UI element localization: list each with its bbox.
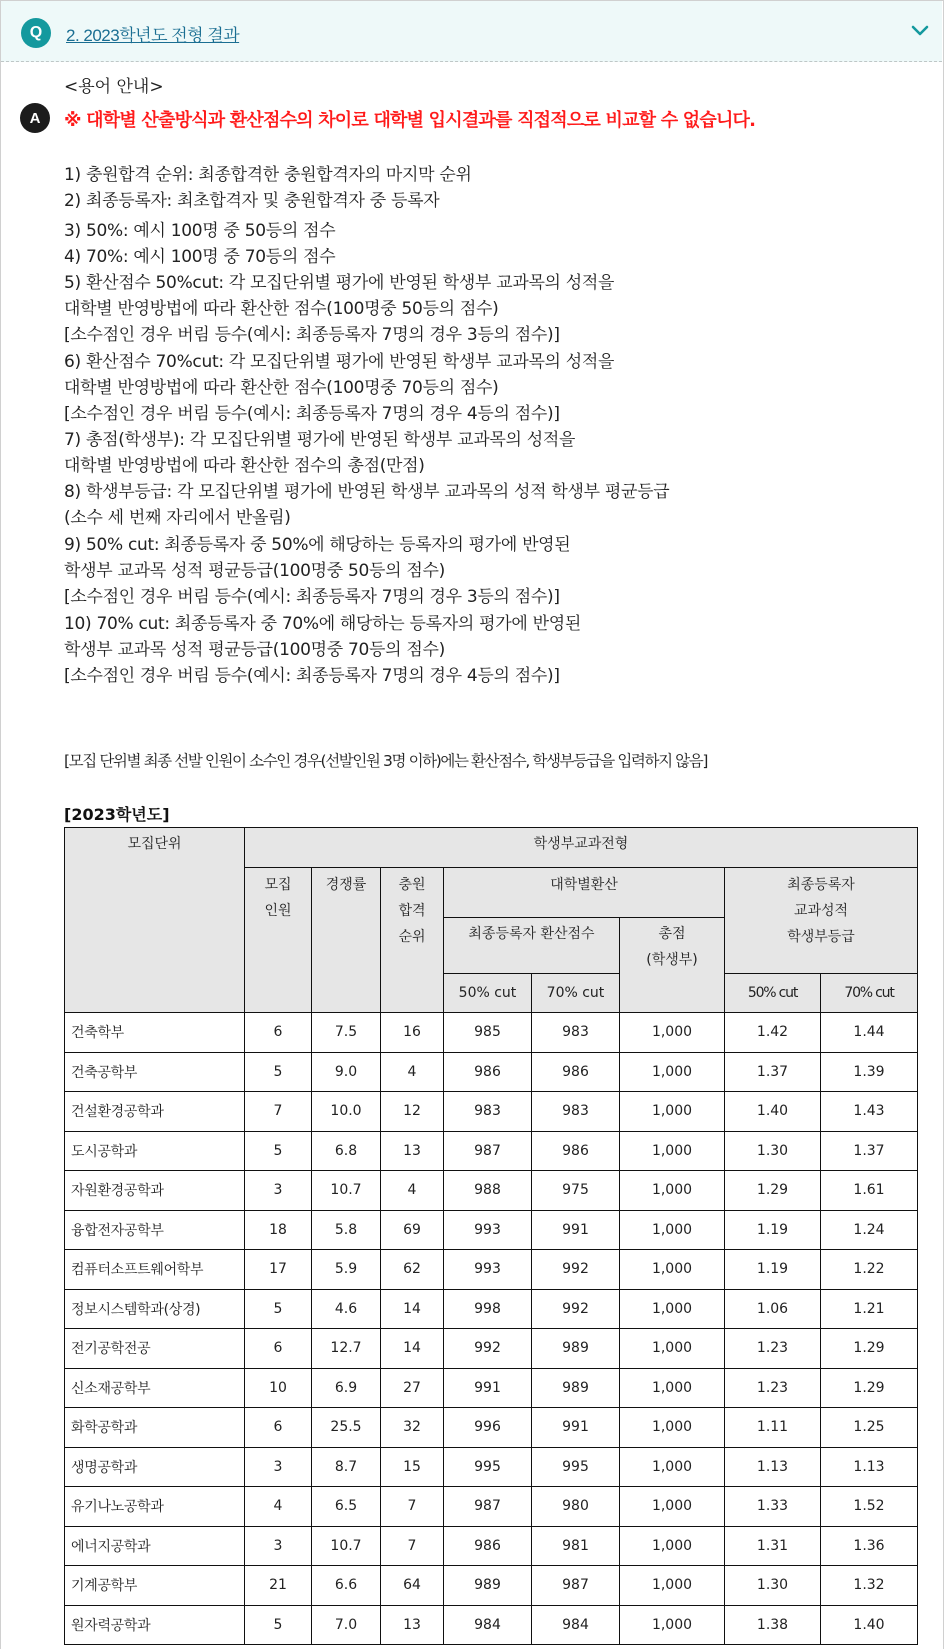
waitlist-rank-cell: 62 [381, 1250, 444, 1290]
grade-cut50-cell: 1.23 [725, 1368, 821, 1408]
definition-line: 대학별 반영방법에 따라 환산한 점수의 총점(만점) [64, 456, 425, 476]
quota-cell: 7 [245, 1092, 312, 1132]
quota-cell: 17 [245, 1250, 312, 1290]
quota-cell: 6 [245, 1408, 312, 1448]
unit-name: 건축공학부 [65, 1052, 245, 1092]
score-cut50-cell: 986 [444, 1526, 532, 1566]
definition-line: 8) 학생부등급: 각 모집단위별 평가에 반영된 학생부 교과목의 성적 학생부 평균등급 [64, 482, 670, 502]
definition-line: 4) 70%: 예시 100명 중 70등의 점수 [64, 247, 336, 267]
waitlist-rank-cell: 15 [381, 1447, 444, 1487]
score-cut50-cell: 993 [444, 1250, 532, 1290]
grade-cut70-cell: 1.13 [821, 1447, 918, 1487]
definition-line: 대학별 반영방법에 따라 환산한 점수(100명중 50등의 점수) [64, 299, 499, 319]
ratio-cell: 7.0 [312, 1605, 381, 1645]
definition-line: 1) 충원합격 순위: 최종합격한 충원합격자의 마지막 순위 [64, 165, 472, 185]
grade-cut70-cell: 1.36 [821, 1526, 918, 1566]
header-final-grade: 최종등록자 교과성적 학생부등급 [725, 868, 918, 974]
grade-cut50-cell: 1.06 [725, 1289, 821, 1329]
grade-cut70-cell: 1.44 [821, 1013, 918, 1053]
definition-line: 학생부 교과목 성적 평균등급(100명중 70등의 점수) [64, 640, 445, 660]
grade-cut70-cell: 1.29 [821, 1368, 918, 1408]
table-row [65, 1408, 918, 1448]
waitlist-rank-cell: 4 [381, 1171, 444, 1211]
waitlist-rank-cell: 27 [381, 1368, 444, 1408]
header-track: 학생부교과전형 [245, 828, 918, 868]
quota-cell: 3 [245, 1171, 312, 1211]
definition-line: 7) 총점(학생부): 각 모집단위별 평가에 반영된 학생부 교과목의 성적을 [64, 430, 576, 450]
grade-cut50-cell: 1.30 [725, 1131, 821, 1171]
unit-name: 자원환경공학과 [65, 1171, 245, 1211]
quota-cell: 21 [245, 1566, 312, 1606]
score-cut70-cell: 995 [532, 1447, 620, 1487]
unit-name: 유기나노공학과 [65, 1487, 245, 1527]
ratio-cell: 6.9 [312, 1368, 381, 1408]
score-cut50-cell: 989 [444, 1566, 532, 1606]
score-cut50-cell: 987 [444, 1131, 532, 1171]
score-cut50-cell: 998 [444, 1289, 532, 1329]
definition-line: 2) 최종등록자: 최초합격자 및 충원합격자 중 등록자 [64, 191, 440, 211]
score-cut50-cell: 983 [444, 1092, 532, 1132]
definition-line: 9) 50% cut: 최종등록자 중 50%에 해당하는 등록자의 평가에 반영된 [64, 535, 571, 555]
grade-cut70-cell: 1.61 [821, 1171, 918, 1211]
table-row [65, 1052, 918, 1092]
header-univ-conversion: 대학별환산 [444, 868, 725, 918]
waitlist-rank-cell: 7 [381, 1487, 444, 1527]
header-total: 총점 (학생부) [620, 918, 725, 1013]
total-score-cell: 1,000 [620, 1368, 725, 1408]
quota-cell: 6 [245, 1329, 312, 1369]
table-row [65, 1289, 918, 1329]
total-score-cell: 1,000 [620, 1447, 725, 1487]
grade-cut70-cell: 1.37 [821, 1131, 918, 1171]
faq-question-header[interactable] [1, 1, 942, 62]
table-row [65, 1131, 918, 1171]
grade-cut50-cell: 1.38 [725, 1605, 821, 1645]
quota-cell: 6 [245, 1013, 312, 1053]
score-cut50-cell: 991 [444, 1368, 532, 1408]
definition-line: 3) 50%: 예시 100명 중 50등의 점수 [64, 221, 336, 241]
header-waitlist-rank: 충원 합격 순위 [381, 868, 444, 1013]
total-score-cell: 1,000 [620, 1566, 725, 1606]
unit-name: 도시공학과 [65, 1131, 245, 1171]
grade-cut50-cell: 1.37 [725, 1052, 821, 1092]
grade-cut50-cell: 1.13 [725, 1447, 821, 1487]
quota-cell: 4 [245, 1487, 312, 1527]
table-row [65, 1447, 918, 1487]
table-row [65, 1250, 918, 1290]
unit-name: 원자력공학과 [65, 1605, 245, 1645]
total-score-cell: 1,000 [620, 1210, 725, 1250]
score-cut50-cell: 988 [444, 1171, 532, 1211]
terms-guide-title: <용어 안내> [64, 77, 164, 97]
table-row [65, 1605, 918, 1645]
total-score-cell: 1,000 [620, 1131, 725, 1171]
score-cut50-cell: 992 [444, 1329, 532, 1369]
grade-cut70-cell: 1.21 [821, 1289, 918, 1329]
total-score-cell: 1,000 [620, 1092, 725, 1132]
definition-line: 학생부 교과목 성적 평균등급(100명중 50등의 점수) [64, 561, 445, 581]
grade-cut70-cell: 1.43 [821, 1092, 918, 1132]
answer-badge: A [20, 103, 50, 133]
score-cut70-cell: 983 [532, 1092, 620, 1132]
header-ratio: 경쟁률 [312, 868, 381, 1013]
grade-cut70-cell: 1.29 [821, 1329, 918, 1369]
total-score-cell: 1,000 [620, 1052, 725, 1092]
score-cut50-cell: 984 [444, 1605, 532, 1645]
score-cut70-cell: 981 [532, 1526, 620, 1566]
question-title-link[interactable]: 2. 2023학년도 전형 결과 [66, 26, 240, 45]
definition-line: (소수 세 번째 자리에서 반올림) [64, 508, 291, 528]
waitlist-rank-cell: 14 [381, 1329, 444, 1369]
small-quota-note: [모집 단위별 최종 선발 인원이 소수인 경우(선발인원 3명 이하)에는 환산점수, 학생부등급을 입력하지 않음] [64, 752, 707, 770]
definition-line: 대학별 반영방법에 따라 환산한 점수(100명중 70등의 점수) [64, 378, 499, 398]
waitlist-rank-cell: 4 [381, 1052, 444, 1092]
ratio-cell: 9.0 [312, 1052, 381, 1092]
quota-cell: 5 [245, 1605, 312, 1645]
grade-cut50-cell: 1.19 [725, 1210, 821, 1250]
total-score-cell: 1,000 [620, 1250, 725, 1290]
header-final-conv-score: 최종등록자 환산점수 [444, 918, 620, 974]
waitlist-rank-cell: 13 [381, 1131, 444, 1171]
total-score-cell: 1,000 [620, 1526, 725, 1566]
waitlist-rank-cell: 16 [381, 1013, 444, 1053]
waitlist-rank-cell: 32 [381, 1408, 444, 1448]
header-score-cut70: 70% cut [532, 974, 620, 1013]
header-grade-cut70: 70% cut [821, 974, 918, 1013]
grade-cut70-cell: 1.40 [821, 1605, 918, 1645]
header-grade-cut50: 50% cut [725, 974, 821, 1013]
waitlist-rank-cell: 14 [381, 1289, 444, 1329]
unit-name: 융합전자공학부 [65, 1210, 245, 1250]
score-cut50-cell: 996 [444, 1408, 532, 1448]
score-cut50-cell: 986 [444, 1052, 532, 1092]
grade-cut70-cell: 1.52 [821, 1487, 918, 1527]
ratio-cell: 6.5 [312, 1487, 381, 1527]
total-score-cell: 1,000 [620, 1329, 725, 1369]
score-cut70-cell: 983 [532, 1013, 620, 1053]
table-row [65, 1210, 918, 1250]
question-badge: Q [21, 18, 51, 48]
ratio-cell: 12.7 [312, 1329, 381, 1369]
ratio-cell: 25.5 [312, 1408, 381, 1448]
table-row [65, 1013, 918, 1053]
score-cut50-cell: 993 [444, 1210, 532, 1250]
score-cut70-cell: 992 [532, 1250, 620, 1290]
ratio-cell: 5.8 [312, 1210, 381, 1250]
waitlist-rank-cell: 69 [381, 1210, 444, 1250]
definition-line: 6) 환산점수 70%cut: 각 모집단위별 평가에 반영된 학생부 교과목의 성적을 [64, 352, 615, 372]
score-cut50-cell: 995 [444, 1447, 532, 1487]
total-score-cell: 1,000 [620, 1289, 725, 1329]
score-cut50-cell: 985 [444, 1013, 532, 1053]
score-cut50-cell: 987 [444, 1487, 532, 1527]
score-cut70-cell: 986 [532, 1052, 620, 1092]
score-cut70-cell: 987 [532, 1566, 620, 1606]
ratio-cell: 8.7 [312, 1447, 381, 1487]
score-cut70-cell: 989 [532, 1329, 620, 1369]
table-row [65, 1092, 918, 1132]
waitlist-rank-cell: 7 [381, 1526, 444, 1566]
ratio-cell: 10.7 [312, 1526, 381, 1566]
grade-cut50-cell: 1.31 [725, 1526, 821, 1566]
quota-cell: 5 [245, 1052, 312, 1092]
grade-cut50-cell: 1.29 [725, 1171, 821, 1211]
unit-name: 컴퓨터소프트웨어학부 [65, 1250, 245, 1290]
waitlist-rank-cell: 64 [381, 1566, 444, 1606]
total-score-cell: 1,000 [620, 1487, 725, 1527]
ratio-cell: 5.9 [312, 1250, 381, 1290]
table-row [65, 1171, 918, 1211]
header-unit: 모집단위 [65, 828, 245, 1013]
grade-cut70-cell: 1.22 [821, 1250, 918, 1290]
ratio-cell: 7.5 [312, 1013, 381, 1053]
unit-name: 에너지공학과 [65, 1526, 245, 1566]
grade-cut70-cell: 1.24 [821, 1210, 918, 1250]
quota-cell: 10 [245, 1368, 312, 1408]
table-row [65, 1526, 918, 1566]
grade-cut70-cell: 1.25 [821, 1408, 918, 1448]
score-cut70-cell: 991 [532, 1210, 620, 1250]
grade-cut50-cell: 1.19 [725, 1250, 821, 1290]
ratio-cell: 6.6 [312, 1566, 381, 1606]
definition-line: [소수점인 경우 버림 등수(예시: 최종등록자 7명의 경우 4등의 점수)] [64, 404, 560, 424]
unit-name: 정보시스템학과(상경) [65, 1289, 245, 1329]
year-section-title: [2023학년도] [64, 805, 170, 824]
total-score-cell: 1,000 [620, 1408, 725, 1448]
ratio-cell: 6.8 [312, 1131, 381, 1171]
score-cut70-cell: 989 [532, 1368, 620, 1408]
total-score-cell: 1,000 [620, 1605, 725, 1645]
table-row [65, 1329, 918, 1369]
score-cut70-cell: 975 [532, 1171, 620, 1211]
waitlist-rank-cell: 12 [381, 1092, 444, 1132]
definition-line: 10) 70% cut: 최종등록자 중 70%에 해당하는 등록자의 평가에 반영된 [64, 614, 581, 634]
definition-line: [소수점인 경우 버림 등수(예시: 최종등록자 7명의 경우 3등의 점수)] [64, 325, 560, 345]
quota-cell: 18 [245, 1210, 312, 1250]
admission-results-table [64, 827, 918, 1645]
grade-cut70-cell: 1.32 [821, 1566, 918, 1606]
quota-cell: 3 [245, 1447, 312, 1487]
quota-cell: 5 [245, 1289, 312, 1329]
definition-line: [소수점인 경우 버림 등수(예시: 최종등록자 7명의 경우 4등의 점수)] [64, 666, 560, 686]
header-quota: 모집 인원 [245, 868, 312, 1013]
unit-name: 건설환경공학과 [65, 1092, 245, 1132]
header-score-cut50: 50% cut [444, 974, 532, 1013]
grade-cut50-cell: 1.23 [725, 1329, 821, 1369]
unit-name: 건축학부 [65, 1013, 245, 1053]
ratio-cell: 10.7 [312, 1171, 381, 1211]
grade-cut50-cell: 1.42 [725, 1013, 821, 1053]
waitlist-rank-cell: 13 [381, 1605, 444, 1645]
ratio-cell: 4.6 [312, 1289, 381, 1329]
unit-name: 기계공학부 [65, 1566, 245, 1606]
grade-cut50-cell: 1.30 [725, 1566, 821, 1606]
grade-cut50-cell: 1.33 [725, 1487, 821, 1527]
table-row [65, 1566, 918, 1606]
total-score-cell: 1,000 [620, 1013, 725, 1053]
comparison-warning: ※ 대학별 산출방식과 환산점수의 차이로 대학별 입시결과를 직접적으로 비교할 수 없습니다. [64, 110, 756, 131]
score-cut70-cell: 991 [532, 1408, 620, 1448]
grade-cut50-cell: 1.11 [725, 1408, 821, 1448]
table-row [65, 1487, 918, 1527]
grade-cut70-cell: 1.39 [821, 1052, 918, 1092]
unit-name: 화학공학과 [65, 1408, 245, 1448]
unit-name: 전기공학전공 [65, 1329, 245, 1369]
definition-line: [소수점인 경우 버림 등수(예시: 최종등록자 7명의 경우 3등의 점수)] [64, 587, 560, 607]
table-row [65, 1368, 918, 1408]
total-score-cell: 1,000 [620, 1171, 725, 1211]
score-cut70-cell: 984 [532, 1605, 620, 1645]
score-cut70-cell: 992 [532, 1289, 620, 1329]
quota-cell: 5 [245, 1131, 312, 1171]
ratio-cell: 10.0 [312, 1092, 381, 1132]
score-cut70-cell: 986 [532, 1131, 620, 1171]
grade-cut50-cell: 1.40 [725, 1092, 821, 1132]
unit-name: 신소재공학부 [65, 1368, 245, 1408]
definition-line: 5) 환산점수 50%cut: 각 모집단위별 평가에 반영된 학생부 교과목의 성적을 [64, 273, 615, 293]
quota-cell: 3 [245, 1526, 312, 1566]
score-cut70-cell: 980 [532, 1487, 620, 1527]
chevron-down-icon[interactable] [911, 24, 929, 38]
unit-name: 생명공학과 [65, 1447, 245, 1487]
